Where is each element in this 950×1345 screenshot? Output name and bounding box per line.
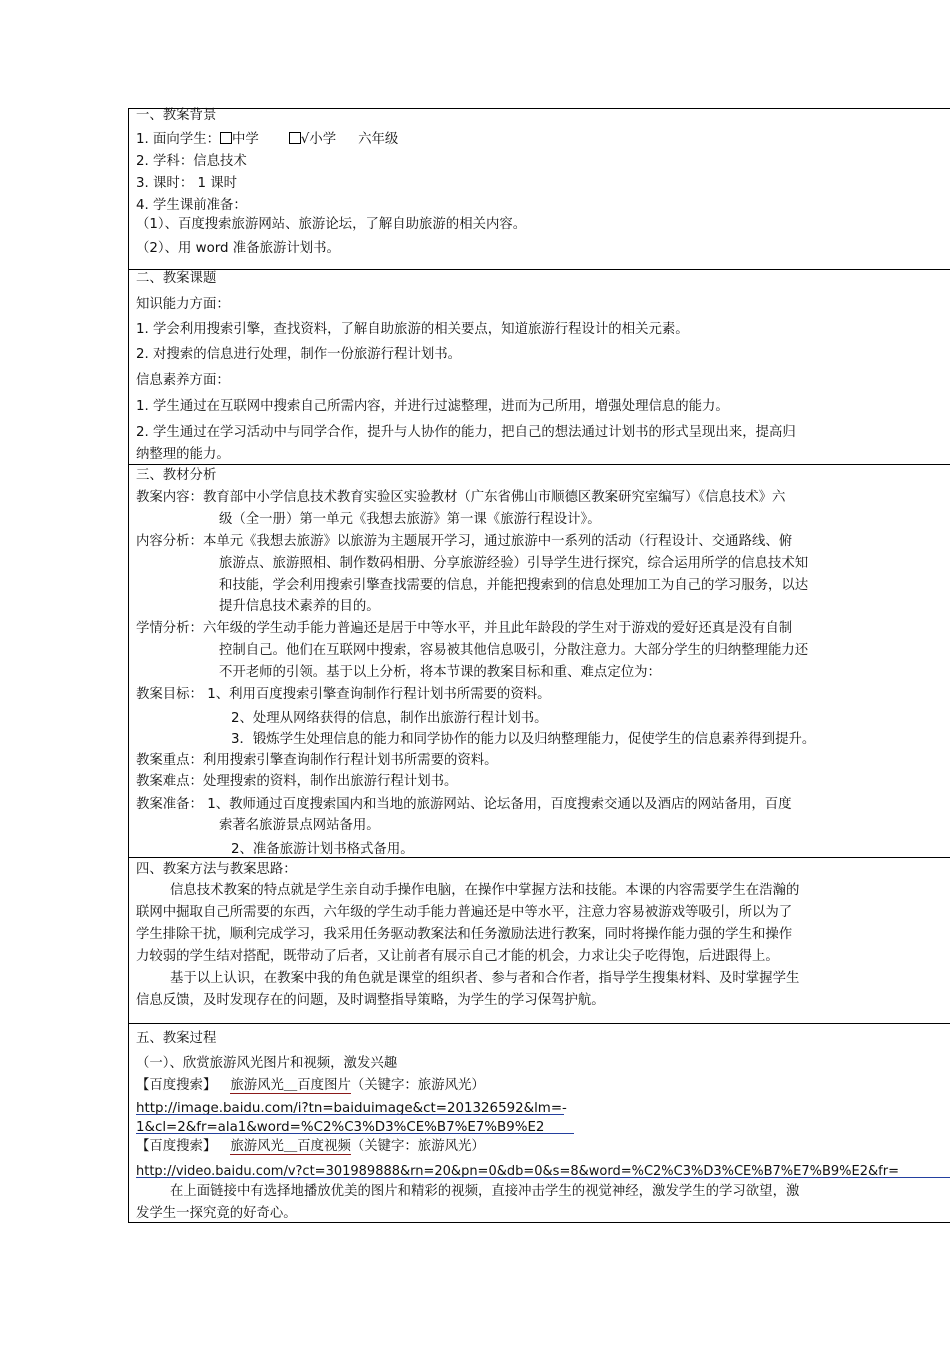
method-paragraph-cont: 力较弱的学生结对搭配，既带动了后者，又让前者有展示自己才能的机会，力求让尖子吃得饱，后进跟得上。 [136,949,779,964]
teaching-goal-item: 3．锻炼学生处理信息的能力和同学协作的能力以及归纳整理能力，促使学生的信息素养得到提升。 [231,732,816,747]
section-title-method: 四、教案方法与教案思路： [136,862,297,877]
role-paragraph-cont: 信息反馈，及时发现存在的问题，及时调整指导策略，为学生的学习保驾护航。 [136,993,605,1008]
literacy-item: 2. 学生通过在学习活动中与同学合作，提升与人协作的能力，把自己的想法通过计划书的形式呈现出来，提高归 [136,425,796,440]
teaching-preparation: 教案准备： 1、教师通过百度搜索国内和当地的旅游网站、论坛备用，百度搜索交通以及酒店的网站备用，百度 [136,797,792,812]
content-analysis-cont: 和技能，学会利用搜索引擎查找需要的信息，并能把搜索到的信息处理加工为自己的学习服务，以达 [219,578,809,593]
baidu-image-link[interactable]: 旅游风光＿百度图片 [230,1078,351,1093]
row-divider [129,269,950,270]
content-analysis: 内容分析：本单元《我想去旅游》以旅游为主题展开学习，通过旅游中一系列的活动（行程设计、交通路线、俯 [136,534,793,549]
url-underline [136,1114,564,1115]
image-url-line[interactable]: http://image.baidu.com/i?tn=baiduimage&ct=201326592&lm=- [136,1101,567,1116]
method-paragraph-cont: 学生排除干扰，顺利完成学习，我采用任务驱动教案法和任务激励法进行教案，同时将操作能力强的学生和操作 [136,927,793,942]
content-analysis-cont: 旅游点、旅游照相、制作数码相册、分享旅游经验）引导学生进行探究，综合运用所学的信息技术知 [219,556,809,571]
knowledge-item: 1. 学会利用搜索引擎，查找资料，了解自助旅游的相关要点，知道旅游行程设计的相关元素。 [136,322,689,337]
section-title-process: 五、教案过程 [136,1031,217,1046]
process-paragraph-cont: 发学生一探究竟的好奇心。 [136,1206,297,1221]
teaching-goals: 教案目标： 1、利用百度搜索引擎查询制作行程计划书所需要的资料。 [136,687,551,702]
preparation-item: （2）、用 word 准备旅游计划书。 [136,241,340,256]
option-middle-school: 中学 [232,132,259,147]
search-tag: 【百度搜索】 [136,1078,217,1093]
preparation-item: （1）、百度搜索旅游网站、旅游论坛，了解自助旅游的相关内容。 [136,217,527,232]
knowledge-item: 2. 对搜索的信息进行处理，制作一份旅游行程计划书。 [136,347,462,362]
video-url-line[interactable]: http://video.baidu.com/v?ct=301989888&rn=20&pn=0&db=0&s=8&word=%C2%C3%D3%CE%B7%E7%B9%E2&fr= [136,1164,899,1179]
row-divider [129,464,950,465]
subheading-knowledge: 知识能力方面： [136,297,230,312]
process-paragraph: 在上面链接中有选择地播放优美的图片和精彩的视频，直接冲击学生的视觉神经，激发学生的学习欲望，激 [170,1184,800,1199]
key-point: 教案重点：利用搜索引擎查询制作行程计划书所需要的资料。 [136,753,498,768]
method-paragraph-cont: 联网中掘取自己所需要的东西，六年级的学生动手能力普遍还是中等水平，注意力容易被游戏等吸引，所以为了 [136,905,793,920]
learner-analysis-cont: 不开老师的引领。基于以上分析，将本节课的教案目标和重、难点定位为： [219,665,661,680]
teaching-preparation-item: 2、准备旅游计划书格式备用。 [231,842,414,857]
class-hours-line: 3. 课时： 1 课时 [136,176,238,191]
row-divider [129,1023,950,1024]
learner-analysis: 学情分析：六年级的学生动手能力普遍还是居于中等水平，并且此年龄段的学生对于游戏的爱好还真是没有自制 [136,621,793,636]
material-content: 教案内容：教育部中小学信息技术教育实验区实验教材（广东省佛山市顺德区教案研究室编写）《信息技术》六 [136,490,786,505]
learner-analysis-cont: 控制自己。他们在互联网中搜索，容易被其他信息吸引，分散注意力。大部分学生的归纳整理能力还 [219,643,809,658]
literacy-item: 1. 学生通过在互联网中搜索自己所需内容，并进行过滤整理，进而为己所用，增强处理信息的能力。 [136,399,729,414]
keyword-note: （关键字：旅游风光） [350,1139,485,1154]
baidu-video-link[interactable]: 旅游风光＿百度视频 [230,1139,351,1154]
search-tag: 【百度搜索】 [136,1139,217,1154]
method-paragraph: 信息技术教案的特点就是学生亲自动手操作电脑，在操作中掌握方法和技能。本课的内容需要学生在浩瀚的 [170,883,800,898]
image-url-line-cont[interactable]: 1&cl=2&fr=ala1&word=%C2%C3%D3%CE%B7%E7%B9%E2 [136,1120,545,1135]
baidu-video-search-line [136,1138,485,1156]
option-primary-school: √小学 [300,132,337,147]
preparation-heading: 4. 学生课前准备： [136,198,247,213]
url-underline [136,1177,950,1178]
grade-label: 六年级 [358,132,399,147]
checkbox-middle-school [220,132,232,144]
process-step-title: （一）、欣赏旅游风光图片和视频，激发兴趣 [136,1056,398,1071]
section-title-background: 一、教案背景 [136,108,217,123]
subject-line: 2. 学科：信息技术 [136,154,247,169]
section-title-topic: 二、教案课题 [136,271,217,286]
target-students-line [136,131,398,149]
teaching-preparation-cont: 索著名旅游景点网站备用。 [219,818,380,833]
material-content-cont: 级（全一册）第一单元《我想去旅游》第一课《旅游行程设计》。 [219,512,601,527]
content-analysis-cont: 提升信息技术素养的目的。 [219,599,380,614]
subheading-literacy: 信息素养方面： [136,373,230,388]
literacy-item-cont: 纳整理的能力。 [136,447,230,462]
keyword-note: （关键字：旅游风光） [350,1078,485,1093]
target-students-label: 1. 面向学生： [136,132,220,147]
baidu-image-search-line [136,1077,485,1095]
section-title-material: 三、教材分析 [136,468,217,483]
checkbox-primary-school [289,132,301,144]
url-underline [136,1133,574,1134]
difficult-point: 教案难点：处理搜索的资料，制作出旅游行程计划书。 [136,774,458,789]
teaching-goal-item: 2、处理从网络获得的信息，制作出旅游行程计划书。 [231,711,548,726]
role-paragraph: 基于以上认识，在教案中我的角色就是课堂的组织者、参与者和合作者，指导学生搜集材料、及时掌握学生 [170,971,800,986]
